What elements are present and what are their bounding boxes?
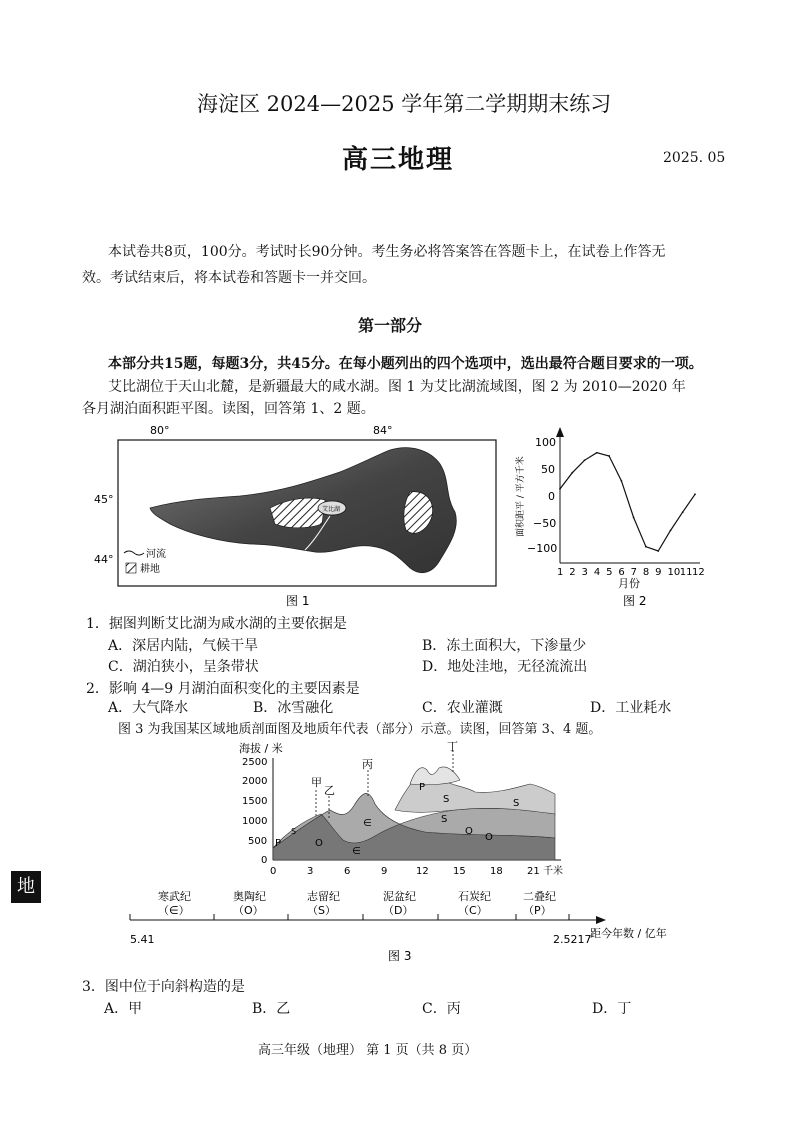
figure-1-map <box>94 420 505 610</box>
data-point <box>682 511 684 513</box>
layer-permian <box>410 767 460 785</box>
x-tick-label: 2 <box>569 567 576 578</box>
lake-label: 艾比湖 <box>322 506 341 513</box>
instructions-line-1: 本试卷共8页，100分。考试时长90分钟。考生务必将答案答在答题卡上，在试卷上作答无 <box>108 244 666 260</box>
q2-option-b[interactable]: B．冰雪融化 <box>253 700 334 716</box>
strata-s-1: S <box>291 827 297 836</box>
strata-o-2: O <box>465 826 473 837</box>
river-icon <box>124 551 144 555</box>
timeline-end-age: 2.5217 <box>553 933 592 946</box>
dist-tick-0: 0 <box>270 866 277 877</box>
strata-s-2: S <box>443 794 450 805</box>
data-point <box>584 459 586 461</box>
dist-unit: 千米 <box>543 866 563 877</box>
elev-tick-0: 0 <box>261 855 268 866</box>
q1-option-b[interactable]: B．冻土面积大，下渗量少 <box>422 638 587 654</box>
strata-e-1: ∈ <box>363 818 372 829</box>
x-tick-label: 8 <box>642 567 650 578</box>
data-point <box>657 550 659 552</box>
x-tick-label: 12 <box>692 567 705 578</box>
data-point <box>596 452 598 454</box>
period-devonian-code: （D） <box>383 904 414 917</box>
exam-title: 海淀区 2024—2025 学年第二学期期末练习 <box>197 92 612 116</box>
y-axis-arrow <box>556 427 564 437</box>
x-tick-label: 6 <box>618 567 625 578</box>
data-point <box>620 480 622 482</box>
figure-2-caption: 图 2 <box>623 594 647 608</box>
x-axis-label: 月份 <box>618 577 640 590</box>
part-description: 本部分共15题，每题3分，共45分。在每小题列出的四个选项中，选出最符合题目要求的一项。 <box>108 356 703 372</box>
period-ordovician-code: （O） <box>233 904 264 917</box>
data-point <box>608 455 610 457</box>
legend-farmland-label: 耕地 <box>140 564 160 575</box>
y-axis-label: 面积距平 / 平方千米 <box>516 456 526 537</box>
dist-tick-15: 15 <box>453 866 466 877</box>
data-point <box>559 488 561 490</box>
q3-option-a[interactable]: A．甲 <box>104 1001 143 1017</box>
q1-option-c[interactable]: C．湖泊狭小，呈条带状 <box>108 659 259 675</box>
figure-2-chart <box>515 425 720 610</box>
instructions-line-2: 效。考试结束后，将本试卷和答题卡一并交回。 <box>82 270 376 286</box>
lat-45-label: 45° <box>94 493 114 506</box>
x-tick-label: 1 <box>557 567 564 578</box>
series-line <box>560 453 695 551</box>
strata-e-2: ∈ <box>352 846 361 857</box>
data-point <box>645 546 647 548</box>
q1-option-a[interactable]: A．深居内陆，气候干旱 <box>108 638 259 654</box>
data-point <box>571 472 573 474</box>
period-silurian-name: 志留纪 <box>307 890 340 903</box>
y-tick-0: 0 <box>548 490 555 503</box>
period-cambrian-name: 寒武纪 <box>158 890 191 903</box>
q2-option-c[interactable]: C．农业灌溉 <box>422 700 503 716</box>
period-permian-code: （P） <box>523 904 552 917</box>
q1-stem: 1．据图判断艾比湖为咸水湖的主要依据是 <box>86 616 347 632</box>
strata-p-2: P <box>419 782 426 793</box>
timeline-arrow <box>596 916 606 924</box>
dist-tick-21: 21 <box>527 866 540 877</box>
q2-option-d[interactable]: D．工业耗水 <box>590 700 672 716</box>
passage2: 图 3 为我国某区域地质剖面图及地质年代表（部分）示意。读图，回答第 3、4 题。 <box>118 722 602 737</box>
period-cambrian-code: （∈） <box>158 904 190 917</box>
x-tick-label: 9 <box>655 567 662 578</box>
strata-s-3: S <box>441 814 448 825</box>
subject-side-tab: 地 <box>11 871 41 903</box>
lat-44-label: 44° <box>94 553 114 566</box>
elev-tick-1000: 1000 <box>242 816 268 827</box>
period-devonian-name: 泥盆纪 <box>383 890 416 903</box>
q3-option-b[interactable]: B．乙 <box>252 1001 291 1017</box>
label-bing: 丙 <box>362 758 373 771</box>
x-tick-label: 3 <box>581 567 588 578</box>
x-tick-label: 4 <box>593 567 601 578</box>
x-tick-label: 5 <box>606 567 613 578</box>
y-tick-50: 50 <box>541 463 555 476</box>
label-jia: 甲 <box>311 776 322 789</box>
passage1-line-2: 各月湖泊面积距平图。读图，回答第 1、2 题。 <box>82 401 375 417</box>
y-tick-100: 100 <box>535 436 556 449</box>
passage1-line-1: 艾比湖位于天山北麓，是新疆最大的咸水湖。图 1 为艾比湖流域图，图 2 为 2010—2020 年 <box>108 379 686 395</box>
q1-option-d[interactable]: D．地处洼地，无径流流出 <box>422 659 588 675</box>
elev-tick-500: 500 <box>248 836 268 847</box>
page-footer: 高三年级（地理） 第 1 页（共 8 页） <box>258 1043 478 1058</box>
timeline-start-age: 5.41 <box>130 933 155 946</box>
strata-o-1: O <box>315 838 323 849</box>
part-title: 第一部分 <box>358 316 423 335</box>
lon-80-label: 80° <box>150 424 170 437</box>
data-point <box>694 493 696 495</box>
data-point <box>633 517 635 519</box>
elev-tick-1500: 1500 <box>242 796 268 807</box>
figure-3-profile <box>225 740 585 880</box>
dist-tick-3: 3 <box>307 866 314 877</box>
period-carboniferous-name: 石炭纪 <box>458 890 491 903</box>
y-tick-minus-100: −100 <box>527 542 558 555</box>
q3-option-d[interactable]: D．丁 <box>592 1001 632 1017</box>
elev-tick-2000: 2000 <box>242 776 268 787</box>
q2-stem: 2．影响 4—9 月湖泊面积变化的主要因素是 <box>86 681 360 697</box>
lon-84-label: 84° <box>373 424 393 437</box>
x-tick-label: 10 <box>667 567 681 578</box>
exam-date: 2025. 05 <box>663 150 726 166</box>
farmland-icon <box>126 563 136 573</box>
period-permian-name: 二叠纪 <box>523 890 556 903</box>
label-yi: 乙 <box>324 784 335 797</box>
timeline-label: 距今年数 / 亿年 <box>590 927 667 940</box>
x-tick-label: 11 <box>679 567 693 578</box>
elev-tick-2500: 2500 <box>242 757 268 768</box>
x-tick-label: 7 <box>630 567 638 578</box>
geologic-timeline <box>120 885 690 965</box>
period-carboniferous-code: （C） <box>458 904 488 917</box>
figure-3-caption: 图 3 <box>388 949 412 963</box>
q2-option-a[interactable]: A．大气降水 <box>108 700 189 716</box>
profile-y-label: 海拔 / 米 <box>239 742 283 755</box>
figure-1-caption: 图 1 <box>286 594 310 608</box>
dist-tick-9: 9 <box>381 866 388 877</box>
dist-tick-6: 6 <box>344 866 351 877</box>
label-ding: 丁 <box>447 740 458 753</box>
strata-o-3: O <box>485 832 493 843</box>
q3-option-c[interactable]: C．丙 <box>422 1001 461 1017</box>
q3-stem: 3．图中位于向斜构造的是 <box>82 979 245 995</box>
dist-tick-18: 18 <box>490 866 503 877</box>
subject-title: 高三地理 <box>342 145 455 175</box>
strata-s-4: S <box>513 798 520 809</box>
y-tick-minus-50: −50 <box>533 517 557 530</box>
data-point <box>670 530 672 532</box>
legend-river-label: 河流 <box>146 549 166 560</box>
period-ordovician-name: 奥陶纪 <box>233 890 266 903</box>
dist-tick-12: 12 <box>416 866 429 877</box>
strata-p-1: P <box>275 838 282 849</box>
period-silurian-code: （S） <box>307 904 336 917</box>
